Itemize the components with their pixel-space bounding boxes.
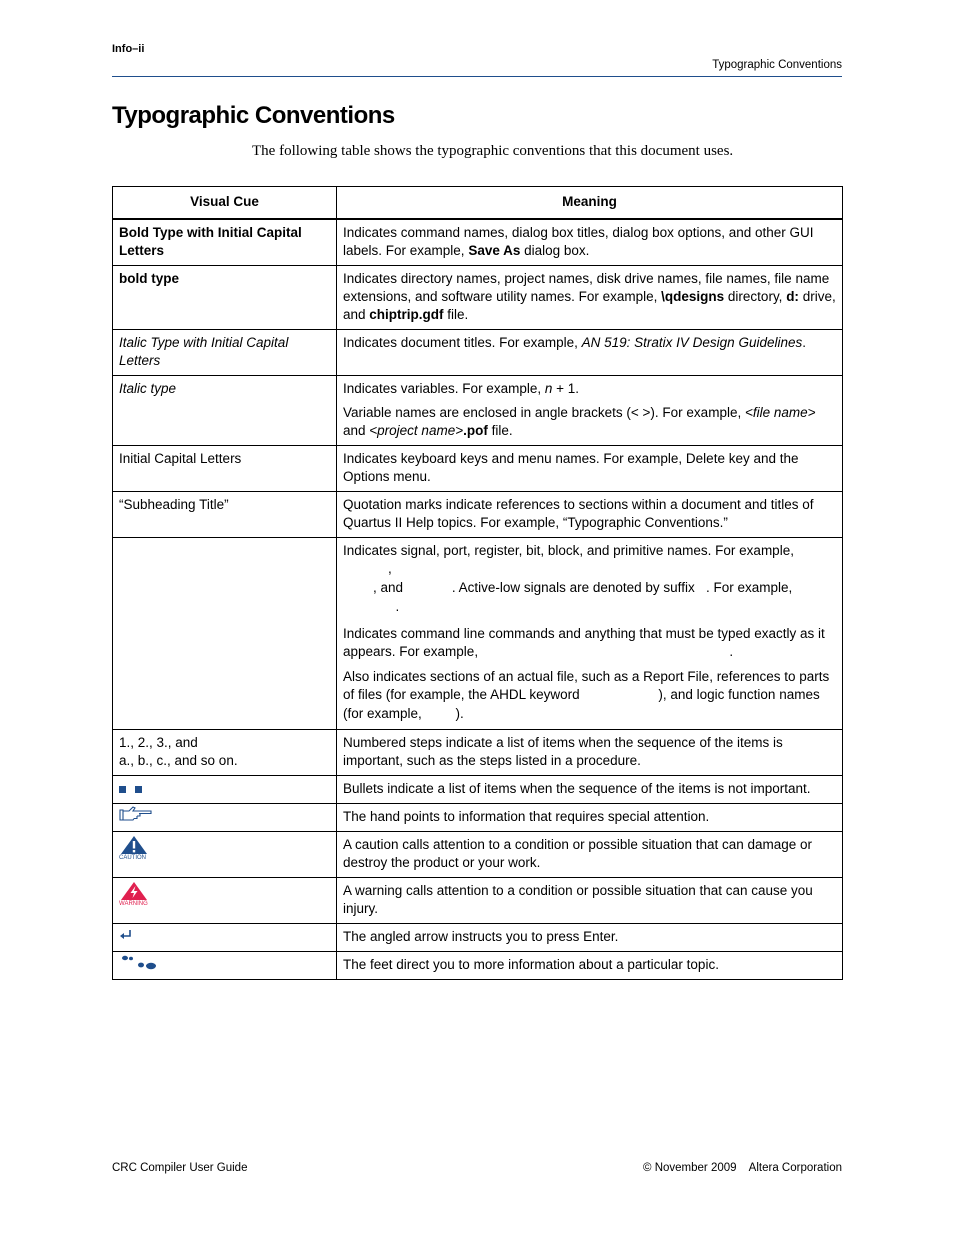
table-row <box>113 804 843 832</box>
meaning-cell: The angled arrow instructs you to press Enter. <box>337 924 843 952</box>
meaning-paragraph <box>343 542 836 617</box>
table-row <box>113 330 843 376</box>
meaning-cell: The hand points to information that requires special attention. <box>337 804 843 832</box>
meaning-text: Indicates command line commands and anything that must be typed exactly as it appears. For example, <box>343 626 825 659</box>
meaning-text: . For example, <box>705 580 793 595</box>
meaning-cell <box>337 376 843 446</box>
meaning-text: . Active-low signals are denoted by suffix <box>451 580 699 595</box>
courier-placeholder <box>343 601 396 615</box>
courier-placeholder <box>482 646 730 660</box>
meaning-bold: chiptrip.gdf <box>369 307 444 322</box>
cue-text: 1., 2., 3., and <box>119 735 198 750</box>
column-header-meaning: Meaning <box>337 187 843 220</box>
courier-placeholder <box>698 582 706 596</box>
visual-cue-cell <box>113 492 337 538</box>
table-header-row <box>113 187 843 220</box>
meaning-paragraph <box>343 625 836 662</box>
meaning-cell: A caution calls attention to a condition or possible situation that can damage or destroy the product or your work. <box>337 832 843 878</box>
meaning-cell: The feet direct you to more information about a particular topic. <box>337 952 843 980</box>
meaning-text: Indicates command names, dialog box titles, dialog box options, and other GUI labels. For example, <box>343 225 814 258</box>
table-row <box>113 446 843 492</box>
meaning-text: Indicates document titles. For example, <box>343 335 582 350</box>
table-row <box>113 924 843 952</box>
courier-placeholder <box>343 563 388 577</box>
meaning-bold: .pof <box>463 423 488 438</box>
meaning-text: Indicates signal, port, register, bit, block, and primitive names. For example, <box>343 543 794 558</box>
pointing-hand-icon <box>119 806 153 822</box>
table-row <box>113 492 843 538</box>
meaning-italic: <project name> <box>369 423 464 438</box>
visual-cue-cell <box>113 376 337 446</box>
table-row <box>113 952 843 980</box>
footprints-icon <box>119 954 159 972</box>
meaning-bold: d: <box>786 289 799 304</box>
cue-text: Italic Type with Initial Capital Letters <box>119 335 289 368</box>
meaning-cell: Quotation marks indicate references to sections within a document and titles of Quartus II Help topics. For example, “Typographic Conventions.” <box>337 492 843 538</box>
meaning-cell <box>337 330 843 376</box>
warning-triangle-icon <box>119 881 149 908</box>
cue-text: bold type <box>119 271 179 286</box>
table-row <box>113 878 843 924</box>
meaning-text: , and <box>373 580 407 595</box>
meaning-text: and <box>343 423 370 438</box>
meaning-cell: Numbered steps indicate a list of items when the sequence of the items is important, such as the steps listed in a procedure. <box>337 730 843 776</box>
visual-cue-cell <box>113 832 337 878</box>
meaning-bold: \qdesigns <box>661 289 725 304</box>
meaning-text: directory, <box>724 289 787 304</box>
visual-cue-cell <box>113 330 337 376</box>
meaning-text: . <box>802 335 806 350</box>
cue-text: Bold Type with Initial Capital Letters <box>119 225 302 258</box>
caution-caption: CAUTION <box>119 855 146 861</box>
meaning-italic: <file name> <box>744 405 816 420</box>
bullet-squares-icon <box>119 781 151 796</box>
meaning-bold: Save As <box>468 243 521 258</box>
meaning-text: Indicates variables. For example, <box>343 381 545 396</box>
visual-cue-cell <box>113 538 337 730</box>
visual-cue-cell <box>113 446 337 492</box>
courier-placeholder <box>426 708 456 722</box>
cue-text: Italic type <box>119 381 177 396</box>
cue-text: Initial Capital Letters <box>119 451 242 466</box>
page-number: Info–ii <box>112 43 145 55</box>
comma: , <box>388 561 392 576</box>
courier-placeholder <box>583 689 658 703</box>
enter-arrow-icon <box>119 929 133 941</box>
meaning-text: Variable names are enclosed in angle brackets (< >). For example, <box>343 405 745 420</box>
table-row <box>113 730 843 776</box>
meaning-text: + 1. <box>552 381 580 396</box>
meaning-italic: AN 519: Stratix IV Design Guidelines <box>581 335 803 350</box>
visual-cue-cell <box>113 924 337 952</box>
courier-placeholder <box>407 582 452 596</box>
conventions-table <box>112 186 843 980</box>
visual-cue-cell <box>113 804 337 832</box>
visual-cue-cell <box>113 730 337 776</box>
cue-text: “Subheading Title” <box>119 497 229 512</box>
table-row <box>113 776 843 804</box>
courier-placeholder <box>343 582 373 596</box>
header-rule <box>112 76 842 77</box>
meaning-text: ), and logic function names (for example, <box>343 687 820 721</box>
meaning-text: . <box>395 599 400 614</box>
table-row <box>113 376 843 446</box>
meaning-text: . <box>729 644 734 659</box>
meaning-cell <box>337 538 843 730</box>
meaning-cell: Bullets indicate a list of items when the sequence of the items is not important. <box>337 776 843 804</box>
visual-cue-cell <box>113 952 337 980</box>
meaning-text: file. <box>443 307 469 322</box>
visual-cue-cell <box>113 266 337 330</box>
meaning-cell <box>337 266 843 330</box>
table-row <box>113 219 843 266</box>
meaning-paragraph <box>343 668 836 724</box>
meaning-text: drive, and <box>343 289 836 322</box>
meaning-text: dialog box. <box>520 243 590 258</box>
meaning-paragraph <box>343 380 836 398</box>
intro-paragraph: The following table shows the typographic conventions that this document uses. <box>252 143 734 159</box>
table-row <box>113 832 843 878</box>
visual-cue-cell <box>113 776 337 804</box>
meaning-paragraph <box>343 404 836 440</box>
table-row <box>113 538 843 730</box>
meaning-cell: Indicates keyboard keys and menu names. For example, Delete key and the Options menu. <box>337 446 843 492</box>
footer-copyright: © November 2009 Altera Corporation <box>643 1162 842 1174</box>
visual-cue-cell <box>113 219 337 266</box>
warning-caption: WARNING <box>119 901 148 907</box>
cue-text: a., b., c., and so on. <box>119 753 238 768</box>
table-row <box>113 266 843 330</box>
visual-cue-cell <box>113 878 337 924</box>
meaning-cell <box>337 219 843 266</box>
meaning-text: file. <box>487 423 513 438</box>
meaning-text: ). <box>455 706 464 721</box>
column-header-visual-cue: Visual Cue <box>113 187 337 220</box>
meaning-cell: A warning calls attention to a condition or possible situation that can cause you injury. <box>337 878 843 924</box>
meaning-text: Also indicates sections of an actual file, such as a Report File, references to parts of files (for example, the AHDL keyword <box>343 669 830 702</box>
running-head: Typographic Conventions <box>712 59 842 71</box>
footer-document-title: CRC Compiler User Guide <box>112 1162 248 1174</box>
meaning-text: Indicates directory names, project names, disk drive names, file names, file name extensions, and software utility names. For example, <box>343 271 830 304</box>
page-title: Typographic Conventions <box>112 102 395 129</box>
meaning-italic: n <box>544 381 553 396</box>
caution-triangle-icon <box>119 835 149 862</box>
